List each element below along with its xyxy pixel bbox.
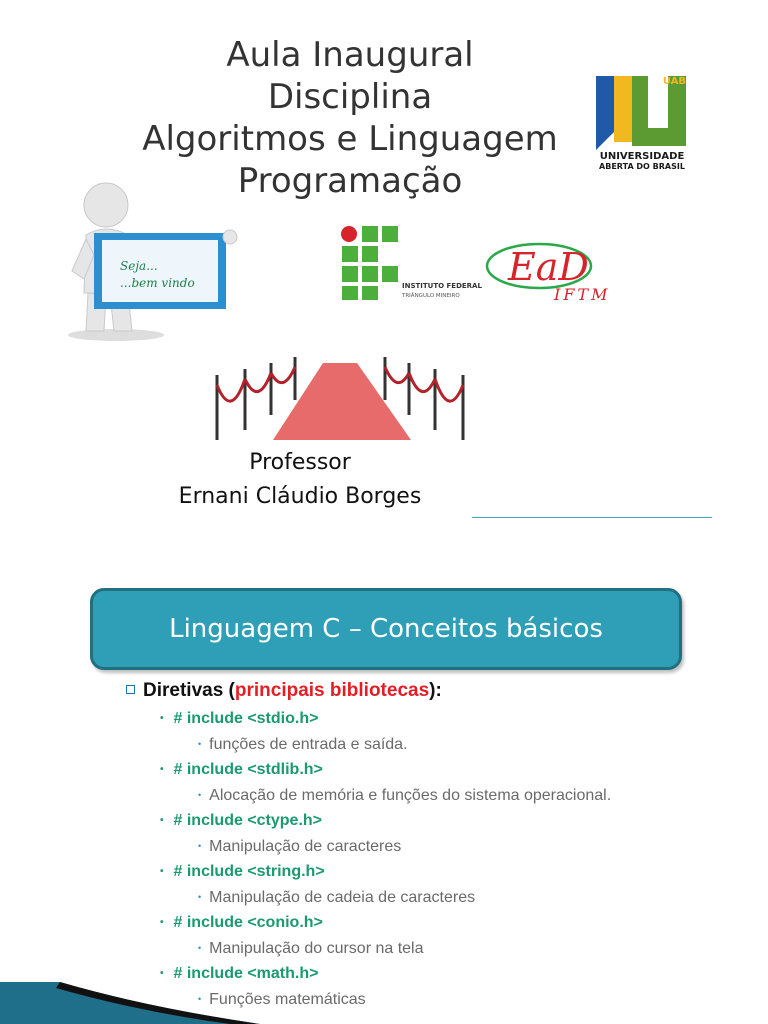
divider-line [472, 517, 712, 518]
include-text: # include <stdlib.h> [173, 761, 323, 778]
include-item [160, 761, 323, 779]
bullet-icon: • [160, 917, 164, 928]
bullet-icon: • [160, 815, 164, 826]
heading-suffix: ): [429, 680, 442, 701]
title-line: Disciplina [267, 77, 433, 117]
banner-title: Linguagem C – Conceitos básicos [169, 614, 603, 644]
include-item [160, 914, 323, 932]
bullet-icon: • [160, 866, 164, 877]
uab-logo-shape [614, 76, 632, 142]
ead-iftm-logo [484, 236, 614, 306]
title-line: Programação [237, 161, 463, 201]
bullet-icon: • [198, 790, 202, 800]
red-carpet-illustration [205, 345, 475, 440]
bullet-icon: • [198, 739, 202, 749]
uab-logo [592, 72, 692, 172]
include-text: # include <conio.h> [173, 914, 323, 931]
include-desc [198, 940, 424, 958]
include-text: # include <ctype.h> [173, 812, 323, 829]
heading-prefix: Diretivas ( [143, 680, 235, 701]
square-bullet-icon [126, 685, 135, 694]
include-text: # include <math.h> [173, 965, 319, 982]
ead-logo-text: EaD [508, 245, 589, 289]
bullet-icon: • [160, 968, 164, 979]
uab-logo-text: ABERTA DO BRASIL [599, 162, 685, 171]
uab-logo-text: UNIVERSIDADE [599, 151, 685, 162]
welcome-sign-text: Seja... [120, 259, 158, 273]
include-desc [198, 889, 475, 907]
include-item [160, 965, 318, 983]
include-desc-text: Funções matemáticas [209, 991, 366, 1008]
include-text: # include <string.h> [173, 863, 325, 880]
decorative-swoosh [0, 982, 260, 1024]
uab-logo-shape [596, 76, 614, 150]
instituto-federal-logo [336, 222, 486, 302]
if-logo-text: INSTITUTO FEDERAL [402, 282, 482, 290]
include-item [160, 863, 325, 881]
bullet-icon: • [198, 892, 202, 902]
welcome-sign-text: ...bem vindo [120, 276, 195, 290]
bullet-icon: • [160, 713, 164, 724]
include-item [160, 812, 322, 830]
slide-2-title-banner [90, 588, 682, 670]
professor-block [100, 446, 500, 514]
include-desc-text: funções de entrada e saída. [209, 736, 408, 753]
professor-label: Professor [249, 450, 351, 475]
include-desc-text: Alocação de memória e funções do sistema operacional. [209, 787, 612, 804]
include-desc [198, 736, 408, 754]
bullet-icon: • [198, 943, 202, 953]
include-desc [198, 787, 611, 805]
bullet-icon: • [198, 841, 202, 851]
heading-highlight: principais bibliotecas [234, 680, 430, 701]
include-desc-text: Manipulação de caracteres [209, 838, 402, 855]
include-desc [198, 838, 401, 856]
include-text: # include <stdio.h> [173, 710, 319, 727]
professor-name: Ernani Cláudio Borges [178, 484, 422, 509]
include-desc-text: Manipulação do cursor na tela [209, 940, 424, 957]
include-item [160, 710, 318, 728]
welcome-figure-illustration [58, 175, 238, 345]
bullet-icon: • [198, 994, 202, 1004]
uab-logo-text: UAB [662, 76, 686, 87]
include-desc-text: Manipulação de cadeia de caracteres [209, 889, 476, 906]
directives-heading [126, 680, 442, 702]
ead-logo-subtext: IFTM [554, 285, 611, 304]
title-line: Aula Inaugural [226, 35, 474, 75]
if-logo-text: TRIÂNGULO MINEIRO [402, 293, 460, 299]
title-line: Algoritmos e Linguagem [142, 119, 558, 159]
bullet-icon: • [160, 764, 164, 775]
